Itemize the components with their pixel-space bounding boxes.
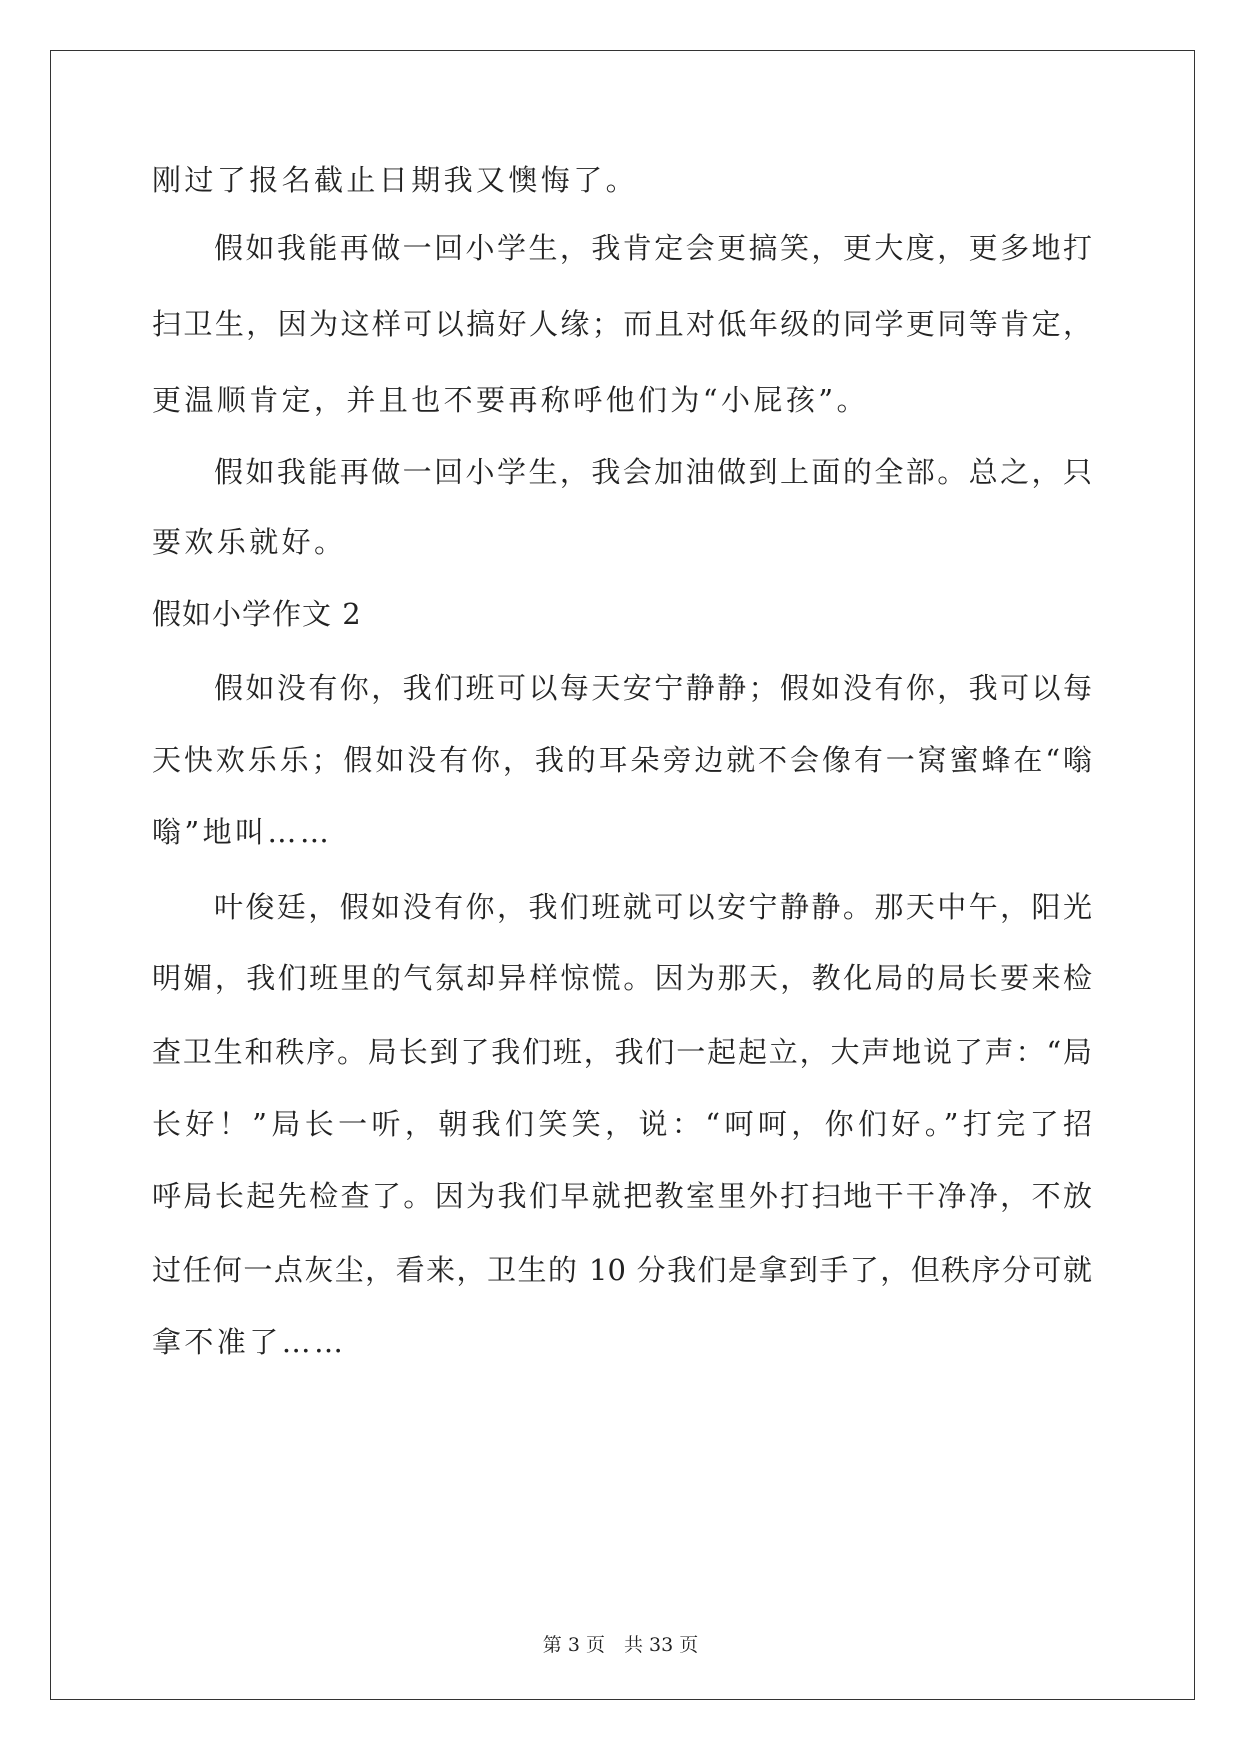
text-line: 呼局长起先检查了。因为我们早就把教室里外打扫地干干净净，不放 <box>152 1179 1092 1213</box>
text-line: 长好！”局长一听，朝我们笑笑，说：“呵呵，你们好。”打完了招 <box>152 1107 1092 1141</box>
text-line: 刚过了报名截止日期我又懊悔了。 <box>152 163 639 197</box>
text-line: 扫卫生，因为这样可以搞好人缘；而且对低年级的同学更同等肯定， <box>152 307 1092 341</box>
text-line: 要欢乐就好。 <box>152 525 347 559</box>
text-line: 更温顺肯定，并且也不要再称呼他们为“小屁孩”。 <box>152 383 869 417</box>
page-border <box>50 50 1195 1700</box>
page-number-footer: 第 3 页 共 33 页 <box>542 1634 699 1656</box>
text-line: 查卫生和秩序。局长到了我们班，我们一起起立，大声地说了声：“局 <box>152 1035 1092 1069</box>
text-line: 嗡”地叫…… <box>152 815 333 849</box>
text-line: 天快欢乐乐；假如没有你，我的耳朵旁边就不会像有一窝蜜蜂在“嗡 <box>152 743 1092 777</box>
paragraph-first-line: 假如我能再做一回小学生，我肯定会更搞笑，更大度，更多地打 <box>214 231 1092 265</box>
paragraph-first-line: 叶俊廷，假如没有你，我们班就可以安宁静静。那天中午，阳光 <box>214 890 1092 924</box>
text-line: 明媚，我们班里的气氛却异样惊慌。因为那天，教化局的局长要来检 <box>152 961 1092 995</box>
paragraph-first-line: 假如没有你，我们班可以每天安宁静静；假如没有你，我可以每 <box>214 671 1092 705</box>
text-line: 过任何一点灰尘，看来，卫生的 10 分我们是拿到手了，但秩序分可就 <box>152 1253 1092 1287</box>
section-heading: 假如小学作文 2 <box>152 597 362 631</box>
text-line: 拿不准了…… <box>152 1325 347 1359</box>
paragraph-first-line: 假如我能再做一回小学生，我会加油做到上面的全部。总之，只 <box>214 455 1092 489</box>
